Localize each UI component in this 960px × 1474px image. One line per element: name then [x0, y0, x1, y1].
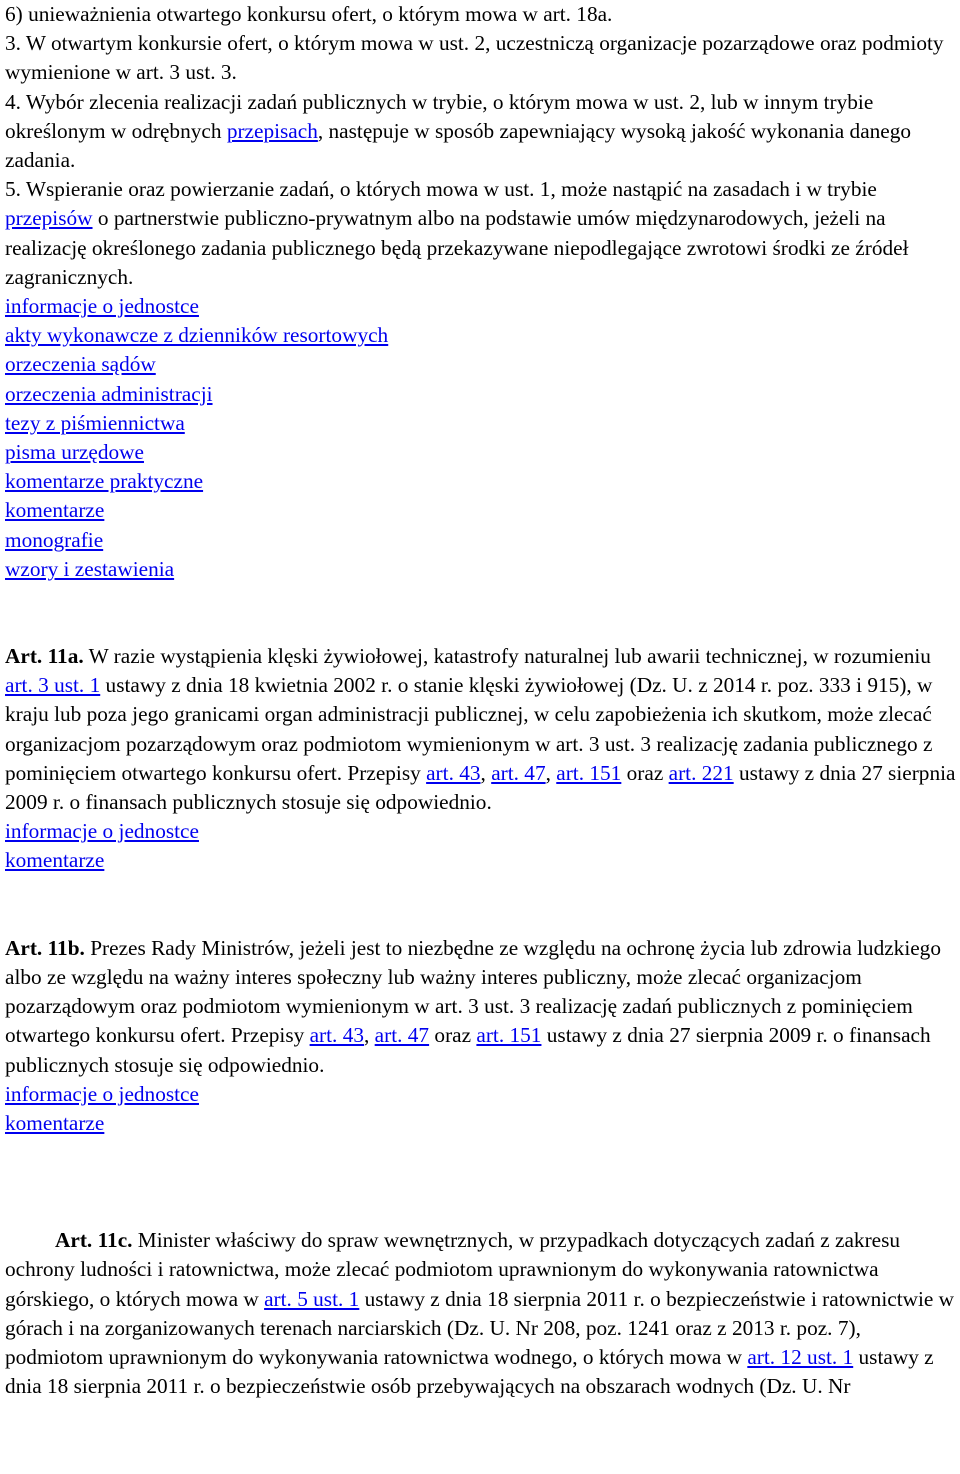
- article-11c: [5, 1226, 956, 1401]
- article-11a: [5, 642, 956, 817]
- link-art-12-ust-1[interactable]: art. 12 ust. 1: [747, 1344, 854, 1369]
- article-11c-heading: Art. 11c.: [55, 1228, 133, 1253]
- article-11b: [5, 934, 956, 1080]
- link-art-47[interactable]: art. 47: [491, 760, 546, 785]
- link-art-3-ust-1[interactable]: art. 3 ust. 1: [5, 673, 101, 698]
- link-komentarze[interactable]: komentarze: [5, 848, 105, 873]
- paragraph-5-text-end: o partnerstwie publiczno-prywatnym albo na podstawie umów międzynarodowych, jeżeli na realizację określonego zadania publicznego będą przekazywane niepodlegające zwrotowi środki ze źródeł zagranicznych.: [5, 206, 909, 289]
- link-pisma-urzedowe[interactable]: pisma urzędowe: [5, 440, 144, 465]
- link-tezy-z-pismiennictwa[interactable]: tezy z piśmiennictwa: [5, 410, 185, 435]
- article-text: ustawy z dnia 18 sierpnia 2011 r. o bezpieczeństwie i ratownictwie w górach i na zorganizowanych terenach narciarskich (Dz. U. Nr 208, poz. 1241 oraz z 2013 r. poz. 7), podmiotom uprawnionym do wykonywania ratownictwa wodnego, o których mowa w: [5, 1286, 955, 1369]
- article-11b-links: [5, 1080, 956, 1138]
- przepisow-link[interactable]: przepisów: [5, 206, 93, 231]
- link-art-47[interactable]: art. 47: [374, 1023, 430, 1048]
- article-text: ,: [545, 760, 557, 785]
- article-text: ustawy z dnia 27 sierpnia 2009 r. o finansach publicznych stosuje się odpowiednio.: [5, 1023, 931, 1077]
- article-11b-heading: Art. 11b.: [5, 935, 85, 960]
- link-monografie[interactable]: monografie: [5, 527, 104, 552]
- spacer: [5, 1196, 956, 1226]
- item-6: 6) unieważnienia otwartego konkursu ofert, o którym mowa w art. 18a.: [5, 2, 613, 26]
- link-orzeczenia-sadow[interactable]: orzeczenia sądów: [5, 352, 156, 377]
- paragraph-4-text-end: , następuje w sposób zapewniający wysoką jakość wykonania danego zadania.: [5, 118, 912, 173]
- spacer: [5, 584, 956, 642]
- paragraph-3: 3. W otwartym konkursie ofert, o którym mowa w ust. 2, uczestniczą organizacje pozarządowe oraz podmioty wymienione w art. 3 ust. 3.: [5, 31, 944, 85]
- link-informacje-o-jednostce[interactable]: informacje o jednostce: [5, 294, 199, 319]
- paragraph-5-text: 5. Wspieranie oraz powierzanie zadań, o których mowa w ust. 1, może nastąpić na zasadach i w trybie: [5, 177, 877, 202]
- paragraph-5: [5, 175, 956, 292]
- paragraph-4-text: 4. Wybór zlecenia realizacji zadań publicznych w trybie, o którym mowa w ust. 2, lub w innym trybie określonym w odrębnych: [5, 89, 874, 143]
- link-komentarze[interactable]: komentarze: [5, 1110, 105, 1135]
- link-informacje-o-jednostce[interactable]: informacje o jednostce: [5, 1081, 199, 1106]
- article-text: ,: [364, 1023, 375, 1048]
- article-text: W razie wystąpienia klęski żywiołowej, katastrofy naturalnej lub awarii technicznej, w rozumieniu: [83, 644, 931, 669]
- link-komentarze[interactable]: komentarze: [5, 498, 105, 523]
- link-komentarze-praktyczne[interactable]: komentarze praktyczne: [5, 469, 204, 494]
- article-text: ustawy z dnia 18 kwietnia 2002 r. o stanie klęski żywiołowej (Dz. U. z 2014 r. poz. 333 i 915), w kraju lub poza jego granicami organ administracji publicznej, w celu zapobieżenia ich skutkom, może zlecać organizacjom pozarządowym oraz podmiotom wymienionym w art. 3 ust. 3 realizację zadania publicznego z pominięciem otwartego konkursu ofert. Przepisy: [5, 673, 933, 785]
- spacer: [5, 1138, 956, 1196]
- link-wzory-i-zestawienia[interactable]: wzory i zestawienia: [5, 556, 175, 581]
- article-text: ustawy z dnia 27 sierpnia 2009 r. o finansach publicznych stosuje się odpowiednio.: [5, 760, 956, 815]
- related-links-list: [5, 292, 956, 584]
- article-11a-links: [5, 817, 956, 875]
- link-orzeczenia-administracji[interactable]: orzeczenia administracji: [5, 381, 213, 406]
- article-text: oraz: [429, 1023, 477, 1048]
- link-art-5-ust-1[interactable]: art. 5 ust. 1: [264, 1286, 360, 1311]
- paragraph-4: [5, 88, 956, 176]
- spacer: [5, 876, 956, 934]
- link-art-151[interactable]: art. 151: [476, 1023, 542, 1048]
- link-informacje-o-jednostce[interactable]: informacje o jednostce: [5, 819, 199, 844]
- article-text: Minister właściwy do spraw wewnętrznych, w przypadkach dotyczących zadań z zakresu ochrony ludności i ratownictwa, może zlecać podmiotom uprawnionym do wykonywania ratownictwa górskiego, o których mowa w: [5, 1228, 901, 1311]
- link-art-151[interactable]: art. 151: [556, 760, 622, 785]
- article-text: oraz: [621, 760, 669, 785]
- article-text: ,: [480, 760, 492, 785]
- article-11a-heading: Art. 11a.: [5, 644, 84, 669]
- link-akty-wykonawcze[interactable]: akty wykonawcze z dzienników resortowych: [5, 323, 389, 348]
- przepisach-link[interactable]: przepisach: [226, 118, 318, 143]
- article-text: ustawy z dnia 18 sierpnia 2011 r. o bezpieczeństwie osób przebywających na obszarach wodnych (Dz. U. Nr: [5, 1344, 934, 1399]
- link-art-43[interactable]: art. 43: [309, 1023, 365, 1048]
- link-art-43[interactable]: art. 43: [426, 760, 481, 785]
- link-art-221[interactable]: art. 221: [668, 760, 734, 785]
- article-text: Prezes Rady Ministrów, jeżeli jest to niezbędne ze względu na ochronę życia lub zdrowia ludzkiego albo ze względu na ważny interes społeczny lub ważny interes publiczny, może zlecać organizacjom pozarządowym oraz podmiotom wymienionym w art. 3 ust. 3 realizację zadań publicznych z pominięciem otwartego konkursu ofert. Przepisy: [5, 935, 941, 1048]
